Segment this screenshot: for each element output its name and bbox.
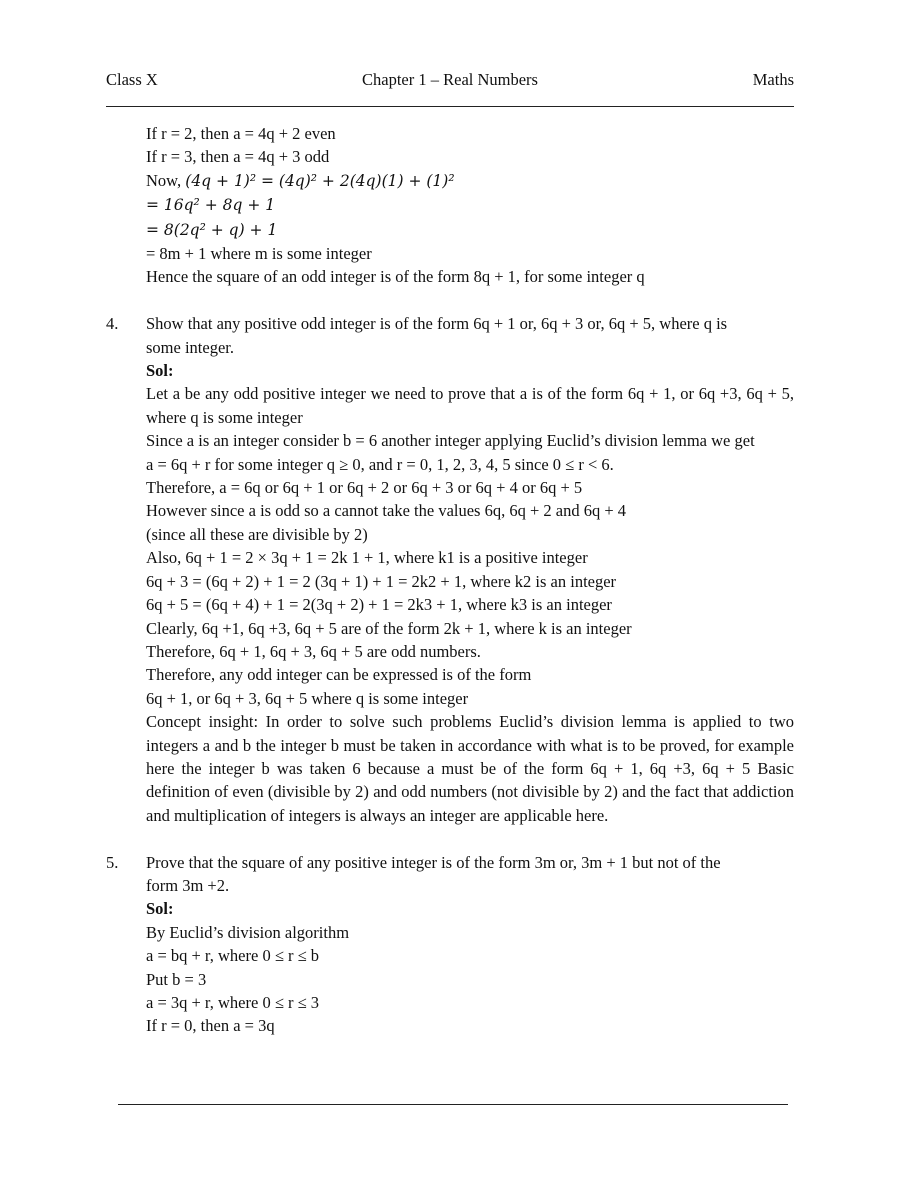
solution-label: Sol: [146, 361, 174, 381]
equation-step: = 16q² + 8q + 1 [146, 196, 276, 215]
question-text: form 3m +2. [146, 875, 230, 895]
text-line: If r = 2, then a = 4q + 2 even [146, 124, 336, 143]
question-5 [106, 851, 794, 1038]
text-line: Therefore, a = 6q or 6q + 1 or 6q + 2 or 6q + 3 or 6q + 4 or 6q + 5 [146, 478, 583, 498]
solution-label: Sol: [146, 899, 174, 919]
text-line: By Euclid’s division algorithm [146, 922, 350, 942]
text-line: Therefore, any odd integer can be expressed is of the form [146, 665, 532, 685]
now-prefix: Now, [146, 170, 186, 190]
text-line: Therefore, 6q + 1, 6q + 3, 6q + 5 are odd numbers. [146, 641, 481, 661]
text-line: a = 6q + r for some integer q ≥ 0, and r = 0, 1, 2, 3, 4, 5 since 0 ≤ r < 6. [146, 454, 614, 474]
equation-line [146, 169, 794, 193]
equation-line [146, 218, 794, 242]
text-line: = 8m + 1 where m is some integer [146, 244, 372, 264]
text-line: 6q + 1, or 6q + 3, 6q + 5 where q is some integer [146, 688, 469, 708]
text-paragraph: Let a be any odd positive integer we need to prove that a is of the form 6q + 1, or 6q +3, 6q + 5, where q is some integer [146, 384, 794, 427]
text-line: (since all these are divisible by 2) [146, 524, 368, 544]
text-line: However since a is odd so a cannot take the values 6q, 6q + 2 and 6q + 4 [146, 501, 627, 521]
footer-rule [118, 1104, 788, 1105]
question-text: Show that any positive odd integer is of the form 6q + 1 or, 6q + 3 or, 6q + 5, where q is [146, 314, 728, 334]
text-line: a = 3q + r, where 0 ≤ r ≤ 3 [146, 993, 320, 1012]
header-chapter: Chapter 1 – Real Numbers [362, 70, 538, 89]
header-subject: Maths [752, 70, 794, 89]
question-4 [106, 312, 794, 827]
text-line: Put b = 3 [146, 969, 207, 989]
concept-insight: Concept insight: In order to solve such problems Euclid’s division lemma is applied to two integers a and b the integer b must be taken in accordance with what is to be proved, for example here the integer b was taken 6 because a must be of the form 6q + 1, 6q +3, 6q + 5 Basic definition of even (divisible by 2) and odd numbers (not divisible by 2) and the fact that addiction and multiplication of integers is always an integer are applicable here. [146, 712, 794, 825]
text-paragraph: Since a is an integer consider b = 6 another integer applying Euclid’s division lemma we get [146, 431, 755, 451]
text-line: If r = 3, then a = 4q + 3 odd [146, 147, 330, 167]
question-number: 4. [106, 314, 119, 334]
text-line: If r = 0, then a = 3q [146, 1016, 275, 1036]
text-line: Also, 6q + 1 = 2 × 3q + 1 = 2k 1 + 1, where k1 is a positive integer [146, 548, 588, 568]
question-number: 5. [106, 852, 119, 872]
header-class: Class X [106, 70, 158, 89]
text-line: 6q + 5 = (6q + 4) + 1 = 2(3q + 2) + 1 = 2k3 + 1, where k3 is an integer [146, 595, 612, 615]
text-line: Clearly, 6q +1, 6q +3, 6q + 5 are of the form 2k + 1, where k is an integer [146, 618, 632, 638]
text-line: Hence the square of an odd integer is of the form 8q + 1, for some integer q [146, 267, 645, 287]
equation-line [146, 193, 794, 217]
question-text: some integer. [146, 337, 234, 357]
page-content [106, 122, 794, 1038]
text-line: a = bq + r, where 0 ≤ r ≤ b [146, 946, 320, 966]
equation-expand: (4q + 1)² = (4q)² + 2(4q)(1) + (1)² [185, 171, 455, 190]
header-rule [106, 106, 794, 107]
question-text: Prove that the square of any positive integer is of the form 3m or, 3m + 1 but not of the [146, 852, 721, 872]
equation-step: = 8(2q² + q) + 1 [146, 220, 278, 239]
page-header [106, 70, 794, 94]
text-line: 6q + 3 = (6q + 2) + 1 = 2 (3q + 1) + 1 = 2k2 + 1, where k2 is an integer [146, 571, 617, 591]
